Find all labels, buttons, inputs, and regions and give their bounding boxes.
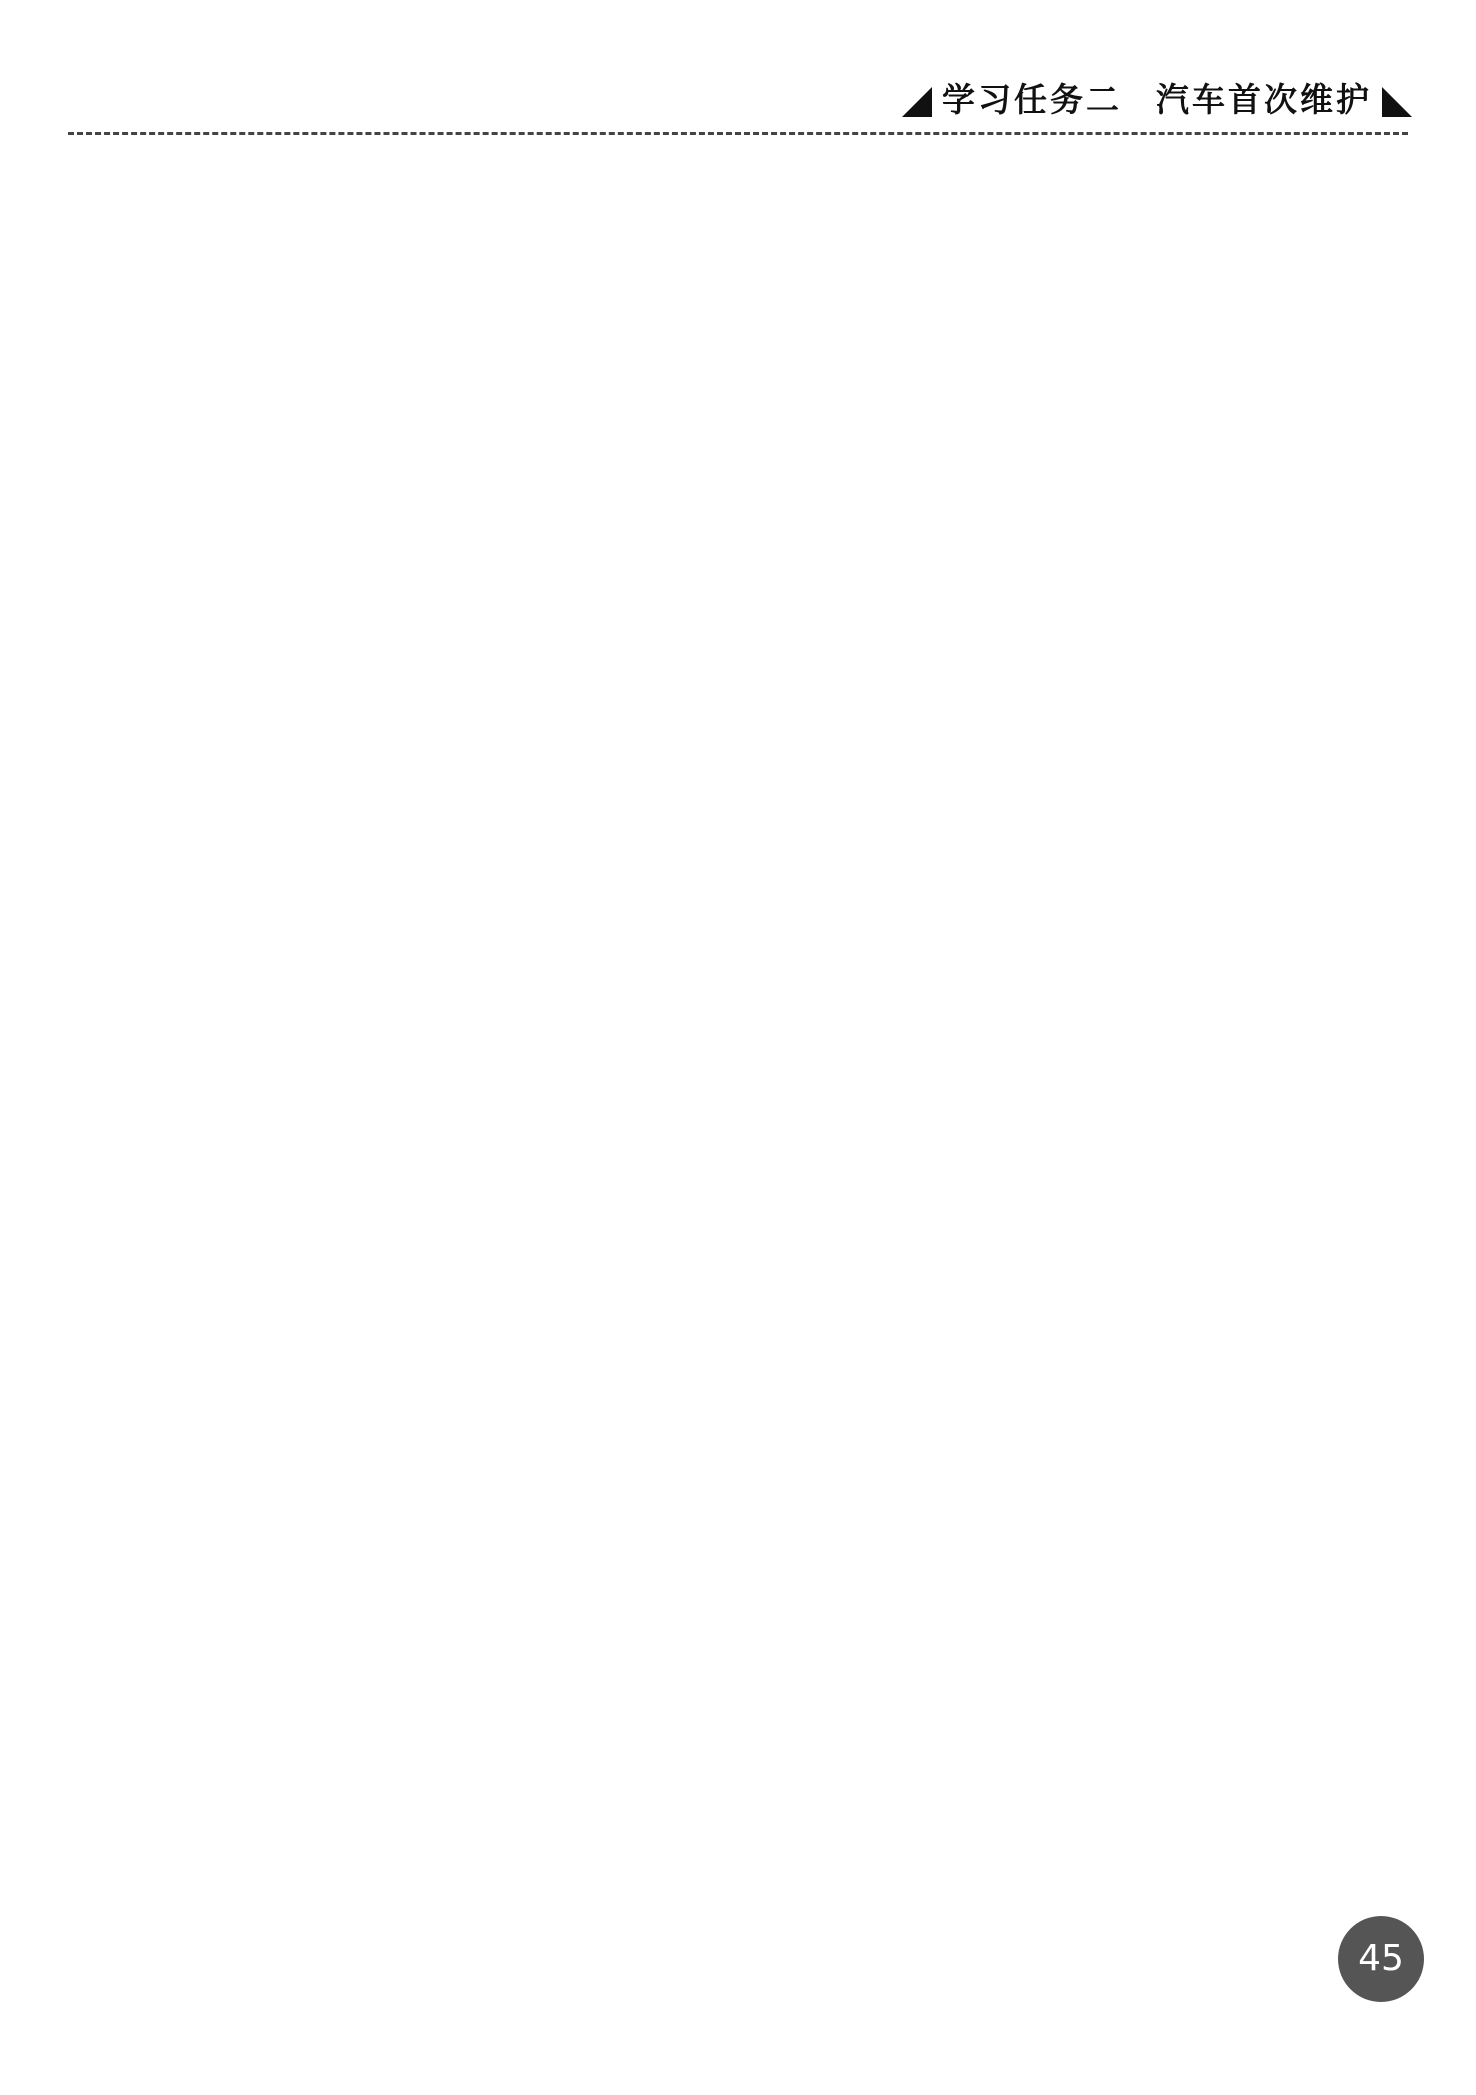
header-divider (68, 132, 1408, 135)
header-chapter-title: 汽车首次维护 (1156, 80, 1372, 119)
header-section: 学习任务二 (942, 80, 1122, 119)
triangle-right-icon (1382, 87, 1412, 117)
header-title (902, 74, 1412, 121)
page-number: 45 (1338, 1916, 1424, 2002)
triangle-left-icon (902, 87, 932, 117)
page-header (0, 0, 1476, 150)
